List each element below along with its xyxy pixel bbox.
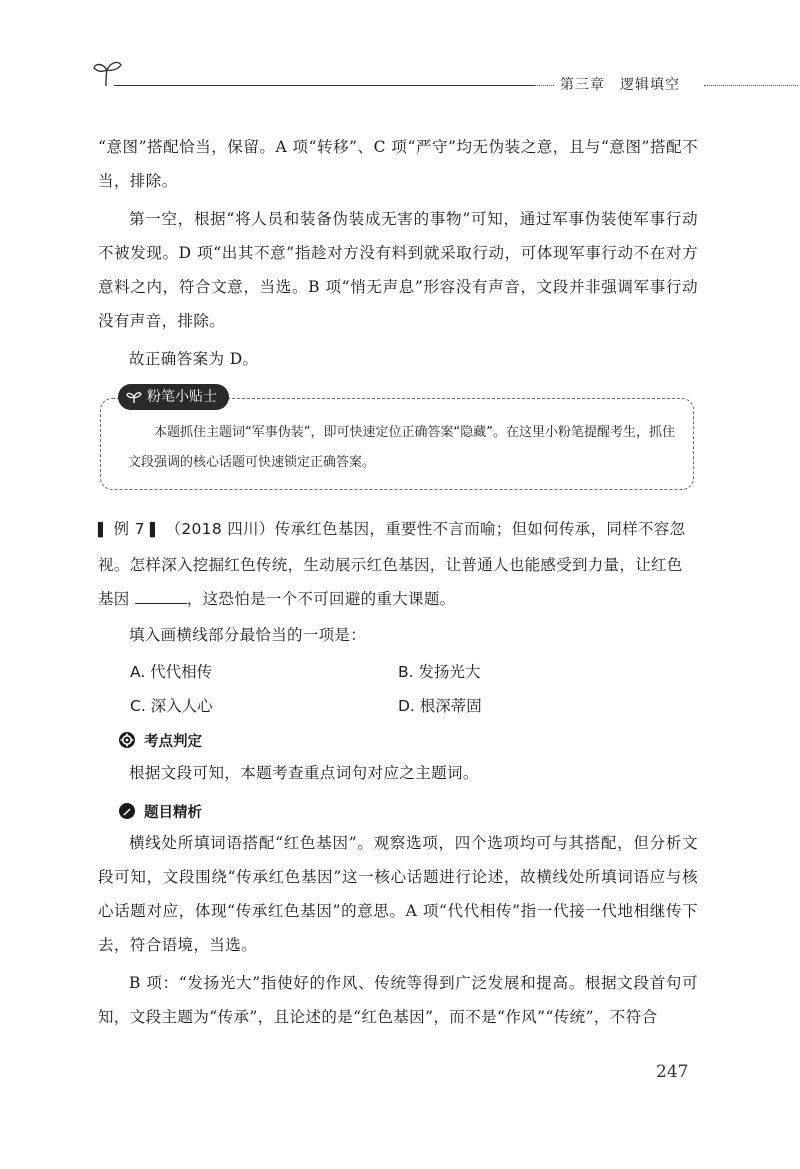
- section-title: 考点判定: [144, 733, 202, 750]
- page-number: 247: [656, 1062, 689, 1082]
- paragraph: “意图”搭配恰当，保留。A 项“转移”、C 项“严守”均无伪装之意，且与“意图”搭配不当，排除。: [98, 138, 698, 190]
- example-source: （2018 四川）: [165, 520, 275, 538]
- example-paragraph: [98, 512, 698, 616]
- example-label: 例 7: [113, 520, 145, 538]
- header-dots: [704, 85, 798, 86]
- option-a: A. 代代相传: [130, 663, 213, 681]
- tip-badge: [118, 384, 229, 410]
- question-prompt: 填入画横线部分最恰当的一项是：: [129, 626, 367, 644]
- paragraph: B 项：“发扬光大”指使好的作风、传统等得到广泛发展和提高。根据文段首句可知，文段主题为“传承”，且论述的是“红色基因”，而不是“作风”“传统”，不符合: [98, 974, 698, 1026]
- example-text-end: ，这恐怕是一个不可回避的重大课题。: [186, 590, 456, 608]
- paragraph: 横线处所填词语搭配“红色基因”。观察选项，四个选项均可与其搭配，但分析文段可知，文段围绕“传承红色基因”这一核心话题进行论述，故横线处所填词语应与核心话题对应，体现“传承红色基因”的意思。A 项“代代相传”指一代接一代地相继传下去，符合语境，当选。: [98, 834, 698, 954]
- option-c: C. 深入人心: [130, 697, 213, 715]
- chapter-title: 第三章 逻辑填空: [560, 77, 680, 93]
- section-jingxi: [118, 800, 202, 822]
- page-header: [92, 56, 702, 96]
- sprout-icon: [126, 390, 142, 404]
- paragraph: 根据文段可知，本题考查重点词句对应之主题词。: [129, 764, 479, 782]
- sprout-icon: [92, 58, 128, 88]
- answer-blank: [135, 585, 187, 604]
- option-d: D. 根深蒂固: [398, 697, 482, 715]
- section-title: 题目精析: [144, 804, 202, 821]
- option-b: B. 发扬光大: [398, 663, 481, 681]
- tip-body: 本题抓住主题词“军事伪装”，即可快速定位正确答案“隐藏”。在这里小粉笔提醒考生，抓住文段强调的核心话题可快速锁定正确答案。: [128, 425, 675, 470]
- pen-icon: [118, 802, 136, 820]
- bracket-left: ▌: [98, 523, 109, 538]
- header-rule: [114, 85, 534, 86]
- tip-text: [128, 418, 676, 478]
- paragraph: 故正确答案为 D。: [129, 350, 259, 368]
- bracket-right: ▌: [149, 523, 161, 538]
- section-kaodian: [118, 729, 202, 751]
- paragraph: 第一空，根据“将人员和装备伪装成无害的事物”可知，通过军事伪装使军事行动不被发现。D 项“出其不意”指趁对方没有料到就采取行动，可体现军事行动不在对方意料之内，符合文意，当选。B 项“悄无声息”形容没有声音，文段并非强调军事行动没有声音，排除。: [98, 210, 698, 330]
- header-dots: [534, 85, 554, 86]
- example-text: 传承红色基因，重要性不言而喻；但如何传承，同样不容忽视。怎样深入挖掘红色传统，生动展示红色基因，让普通人也能感受到力量，让红色基因: [98, 520, 686, 608]
- gear-icon: [118, 731, 136, 749]
- tip-badge-label: 粉笔小贴士: [147, 389, 217, 405]
